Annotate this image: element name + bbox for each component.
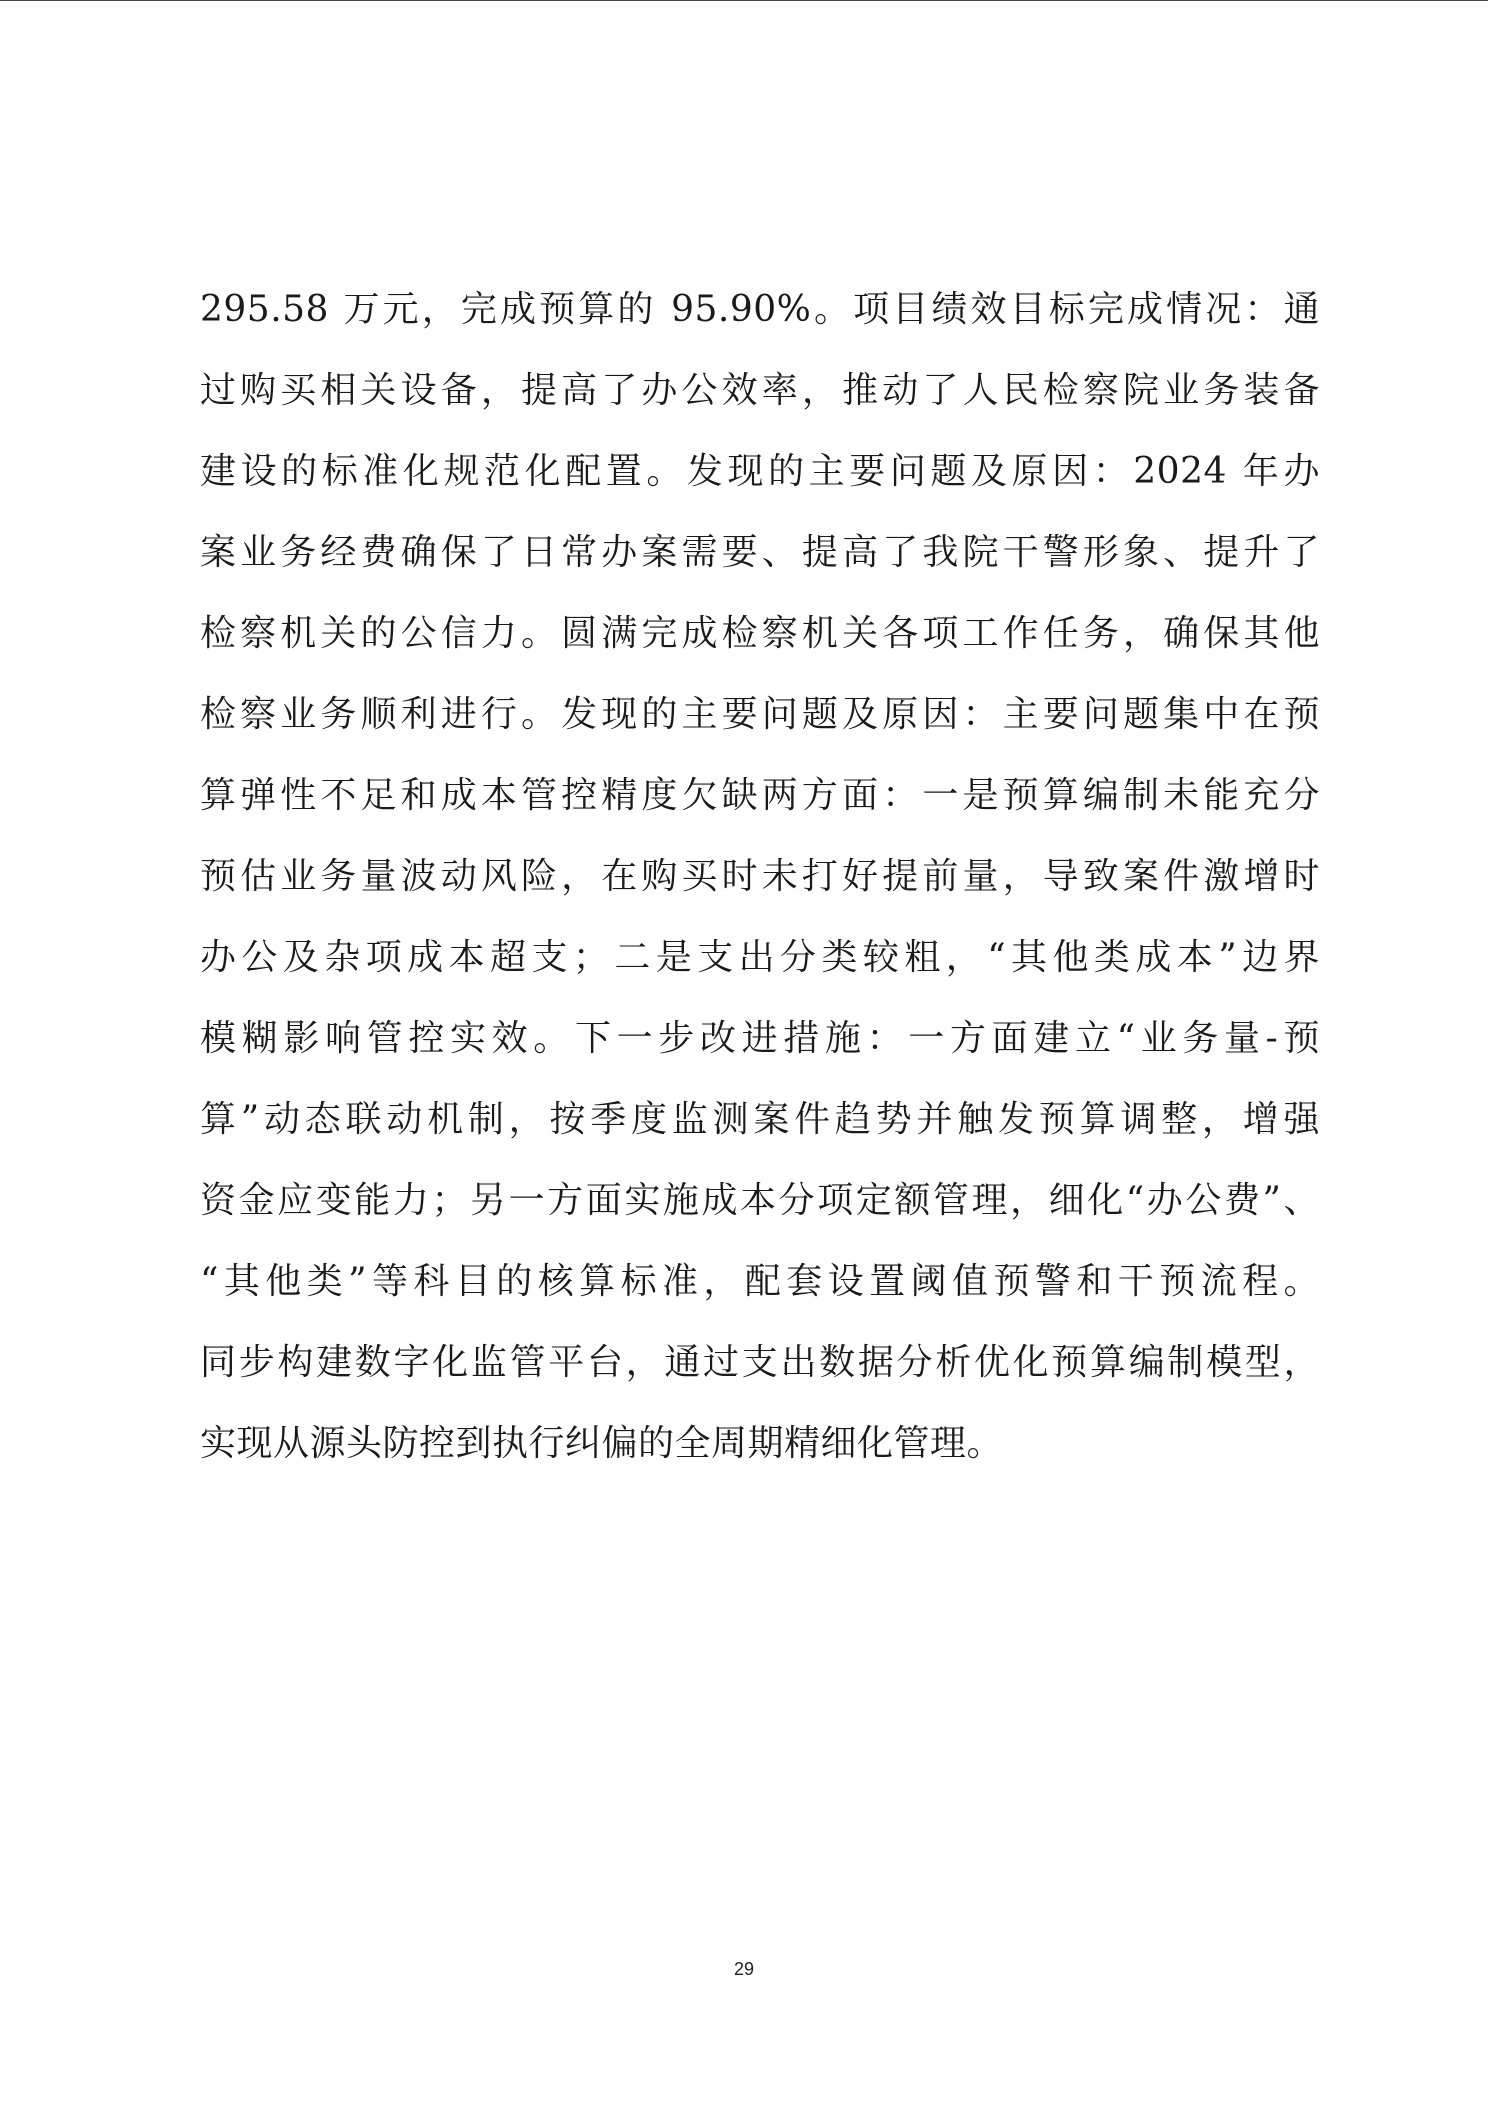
page-number: 29 [733,1959,755,1979]
text-line: 295.58 万元，完成预算的 95.90%。项目绩效目标完成情况：通 [200,289,1320,330]
body-paragraph [200,269,1320,1484]
text-line: 过购买相关设备，提高了办公效率，推动了人民检察院业务装备 [200,370,1320,411]
text-line: 预估业务量波动风险，在购买时未打好提前量，导致案件激增时 [200,856,1320,897]
text-line: 算弹性不足和成本管控精度欠缺两方面：一是预算编制未能充分 [200,775,1320,816]
text-line: 实现从源头防控到执行纠偏的全周期精细化管理。 [200,1423,1004,1464]
text-line: 模糊影响管控实效。下一步改进措施：一方面建立“业务量-预 [200,1018,1320,1059]
text-line: 检察业务顺利进行。发现的主要问题及原因：主要问题集中在预 [200,694,1320,735]
text-line: 案业务经费确保了日常办案需要、提高了我院干警形象、提升了 [200,532,1320,573]
text-line: 检察机关的公信力。圆满完成检察机关各项工作任务，确保其他 [200,613,1320,654]
text-line: 建设的标准化规范化配置。发现的主要问题及原因：2024 年办 [200,451,1320,492]
text-line: 资金应变能力；另一方面实施成本分项定额管理，细化“办公费”、 [200,1180,1320,1221]
text-line: 办公及杂项成本超支；二是支出分类较粗，“其他类成本”边界 [200,937,1320,978]
text-line: 同步构建数字化监管平台，通过支出数据分析优化预算编制模型， [200,1342,1320,1383]
text-line: 算”动态联动机制，按季度监测案件趋势并触发预算调整，增强 [200,1099,1320,1140]
text-line: “其他类”等科目的核算标准，配套设置阈值预警和干预流程。 [200,1261,1320,1302]
